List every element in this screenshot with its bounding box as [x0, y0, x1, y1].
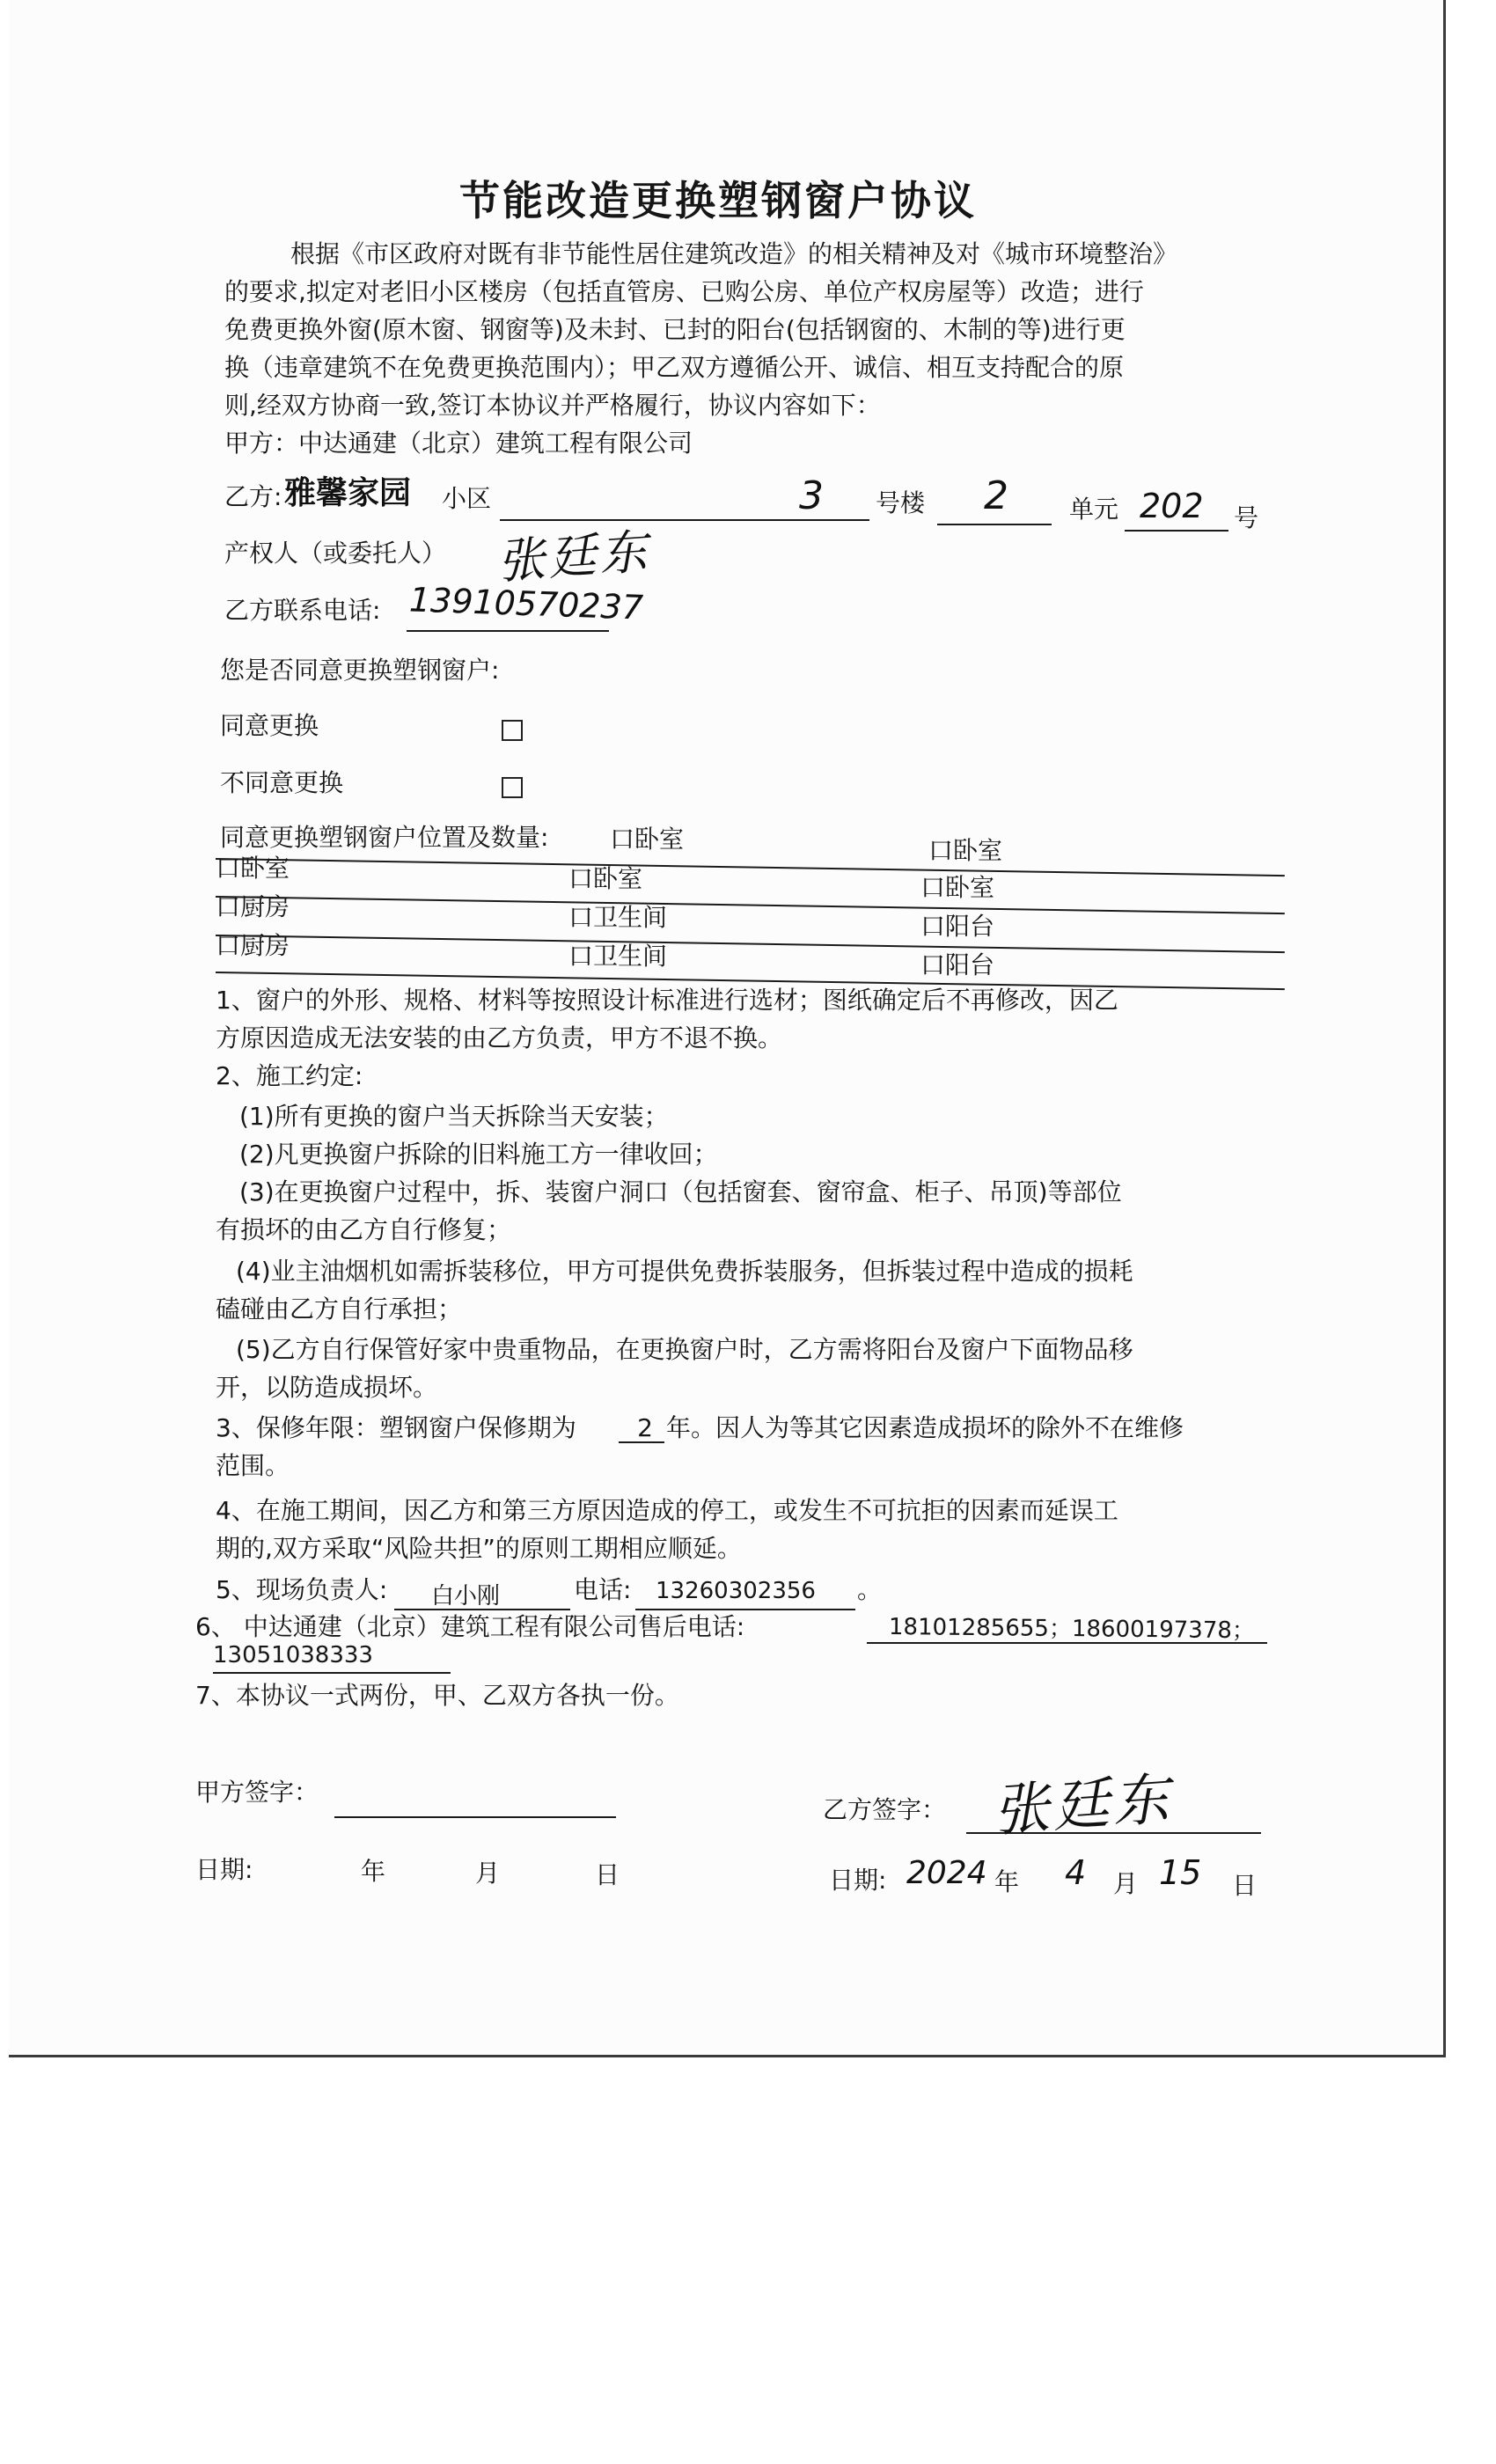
- location-r1-c3[interactable]: 口卧室: [928, 836, 1003, 865]
- locations-label: 同意更换塑钢窗户位置及数量:: [220, 823, 549, 852]
- location-rule-2: [216, 896, 1285, 914]
- term-2-5-line-2: 开，以防造成损坏。: [216, 1373, 438, 1402]
- disagree-checkbox[interactable]: [502, 777, 523, 798]
- phone-handwritten: 13910570237: [408, 580, 644, 627]
- site-phone-label: 电话:: [574, 1575, 632, 1604]
- party-b-year-label: 年: [994, 1867, 1020, 1896]
- party-a-date-label: 日期:: [195, 1855, 253, 1884]
- building-number-handwritten: 3: [799, 473, 824, 518]
- party-b-prefix: 乙方:: [224, 482, 282, 511]
- term-3-prefix: 3、保修年限：塑钢窗户保修期为: [216, 1413, 576, 1442]
- location-r4-c1[interactable]: 口厨房: [216, 931, 290, 960]
- building-suffix: 号楼: [876, 488, 926, 517]
- location-r2-c1[interactable]: 口卧室: [216, 854, 290, 883]
- party-b-sign-label: 乙方签字：: [823, 1795, 947, 1824]
- phone-label: 乙方联系电话:: [224, 596, 381, 625]
- room-suffix: 号: [1234, 503, 1259, 532]
- document-page: [9, 0, 1446, 2057]
- party-b-day-label: 日: [1232, 1871, 1258, 1900]
- party-b-signature: 张廷东: [991, 1766, 1175, 1845]
- phone-underline: [407, 630, 609, 632]
- warranty-years: 2: [637, 1413, 653, 1442]
- term-5-label: 5、现场负责人:: [216, 1575, 388, 1604]
- location-r3-c3[interactable]: 口阳台: [920, 912, 995, 941]
- term-2-3-line-2: 有损坏的由乙方自行修复；: [216, 1215, 512, 1244]
- term-4-line-1: 4、在施工期间，因乙方和第三方原因造成的停工，或发生不可抗拒的因素而延误工: [216, 1496, 1118, 1525]
- agree-checkbox[interactable]: [502, 720, 523, 741]
- party-a-sign-label: 甲方签字：: [195, 1778, 319, 1807]
- party-b-day-value: 15: [1159, 1853, 1202, 1892]
- consent-question: 您是否同意更换塑钢窗户:: [220, 656, 500, 685]
- after-sales-phone-3-underline: [213, 1672, 451, 1674]
- community-suffix: 小区: [442, 484, 492, 513]
- owner-signature: 张廷东: [495, 523, 653, 590]
- term-6-label: 6、 中达通建（北京）建筑工程有限公司售后电话:: [195, 1612, 745, 1641]
- after-sales-phones: 18101285655；18600197378；: [888, 1614, 1256, 1645]
- party-a-day-label: 日: [595, 1860, 620, 1889]
- location-r1-c2[interactable]: 口卧室: [610, 825, 685, 854]
- intro-line-5: 则,经双方协商一致,签订本协议并严格履行，协议内容如下：: [224, 391, 881, 420]
- site-manager-phone: 13260302356: [656, 1578, 816, 1604]
- unit-underline: [937, 524, 1052, 525]
- unit-suffix: 单元: [1069, 495, 1119, 524]
- party-b-date-label: 日期:: [829, 1866, 887, 1895]
- term-2-4-line-1: (4)业主油烟机如需拆装移位，甲方可提供免费拆装服务，但拆装过程中造成的损耗: [236, 1257, 1133, 1286]
- location-r4-c2[interactable]: 口卫生间: [568, 942, 668, 971]
- location-rule-1: [216, 858, 1285, 876]
- term-2-3-line-1: (3)在更换窗户过程中，拆、装窗户洞口（包括窗套、窗帘盒、柜子、吊顶)等部位: [239, 1177, 1122, 1206]
- unit-number-handwritten: 2: [984, 473, 1008, 518]
- term-4-line-2: 期的,双方采取“风险共担”的原则工期相应顺延。: [216, 1534, 742, 1563]
- term-2-2: (2)凡更换窗户拆除的旧料施工方一律收回；: [239, 1140, 718, 1169]
- term-2-1: (1)所有更换的窗户当天拆除当天安装；: [239, 1102, 669, 1131]
- term-7: 7、本协议一式两份，甲、乙双方各执一份。: [195, 1681, 679, 1710]
- term-3-suffix: 年。因人为等其它因素造成损坏的除外不在维修: [666, 1413, 1184, 1442]
- term-1-line-2: 方原因造成无法安装的由乙方负责，甲方不退不换。: [216, 1023, 783, 1052]
- party-b-month-value: 4: [1065, 1853, 1087, 1892]
- term-5-end: 。: [857, 1575, 883, 1604]
- location-r3-c2[interactable]: 口卫生间: [568, 903, 668, 932]
- term-2-5-line-1: (5)乙方自行保管好家中贵重物品，在更换窗户时，乙方需将阳台及窗户下面物品移: [236, 1335, 1133, 1364]
- term-2-heading: 2、施工约定:: [216, 1061, 363, 1090]
- room-number-handwritten: 202: [1140, 487, 1204, 525]
- party-a-sign-line[interactable]: [334, 1816, 616, 1818]
- party-b-year-value: 2024: [906, 1855, 987, 1891]
- party-b-month-label: 月: [1113, 1869, 1139, 1898]
- owner-label: 产权人（或委托人）: [224, 539, 447, 568]
- party-a-month-label: 月: [475, 1859, 501, 1888]
- location-r3-c1[interactable]: 口厨房: [216, 892, 290, 921]
- term-3-line-2: 范围。: [216, 1451, 290, 1480]
- intro-line-3: 免费更换外窗(原木窗、钢窗等)及未封、已封的阳台(包括钢窗的、木制的等)进行更: [224, 315, 1126, 344]
- intro-line-2: 的要求,拟定对老旧小区楼房（包括直管房、已购公房、单位产权房屋等）改造；进行: [224, 277, 1144, 306]
- location-rule-3: [216, 935, 1285, 953]
- site-manager-name: 白小刚: [431, 1583, 501, 1610]
- document-title: 节能改造更换塑钢窗户协议: [459, 177, 977, 224]
- term-2-4-line-2: 磕碰由乙方自行承担；: [216, 1294, 463, 1324]
- after-sales-underline: [867, 1642, 1267, 1644]
- intro-line-1: 根据《市区政府对既有非节能性居住建筑改造》的相关精神及对《城市环境整治》: [290, 239, 1178, 268]
- site-manager-underline: [394, 1609, 570, 1610]
- party-a-year-label: 年: [361, 1857, 386, 1886]
- warranty-years-underline: [619, 1441, 664, 1443]
- location-r2-c2[interactable]: 口卧室: [568, 864, 643, 893]
- term-1-line-1: 1、窗户的外形、规格、材料等按照设计标准进行选材；图纸确定后不再修改，因乙: [216, 986, 1118, 1015]
- site-phone-underline: [635, 1609, 855, 1610]
- party-a-line: 甲方：中达通建（北京）建筑工程有限公司: [224, 429, 693, 458]
- community-name-handwritten: 雅馨家园: [284, 475, 412, 511]
- disagree-label: 不同意更换: [220, 768, 344, 797]
- agree-label: 同意更换: [220, 711, 319, 740]
- room-underline: [1125, 530, 1228, 532]
- after-sales-phone-3: 13051038333: [213, 1642, 373, 1668]
- location-r2-c3[interactable]: 口卧室: [920, 873, 995, 902]
- location-r4-c3[interactable]: 口阳台: [920, 950, 995, 979]
- intro-line-4: 换（违章建筑不在免费更换范围内）；甲乙双方遵循公开、诚信、相互支持配合的原: [224, 353, 1125, 382]
